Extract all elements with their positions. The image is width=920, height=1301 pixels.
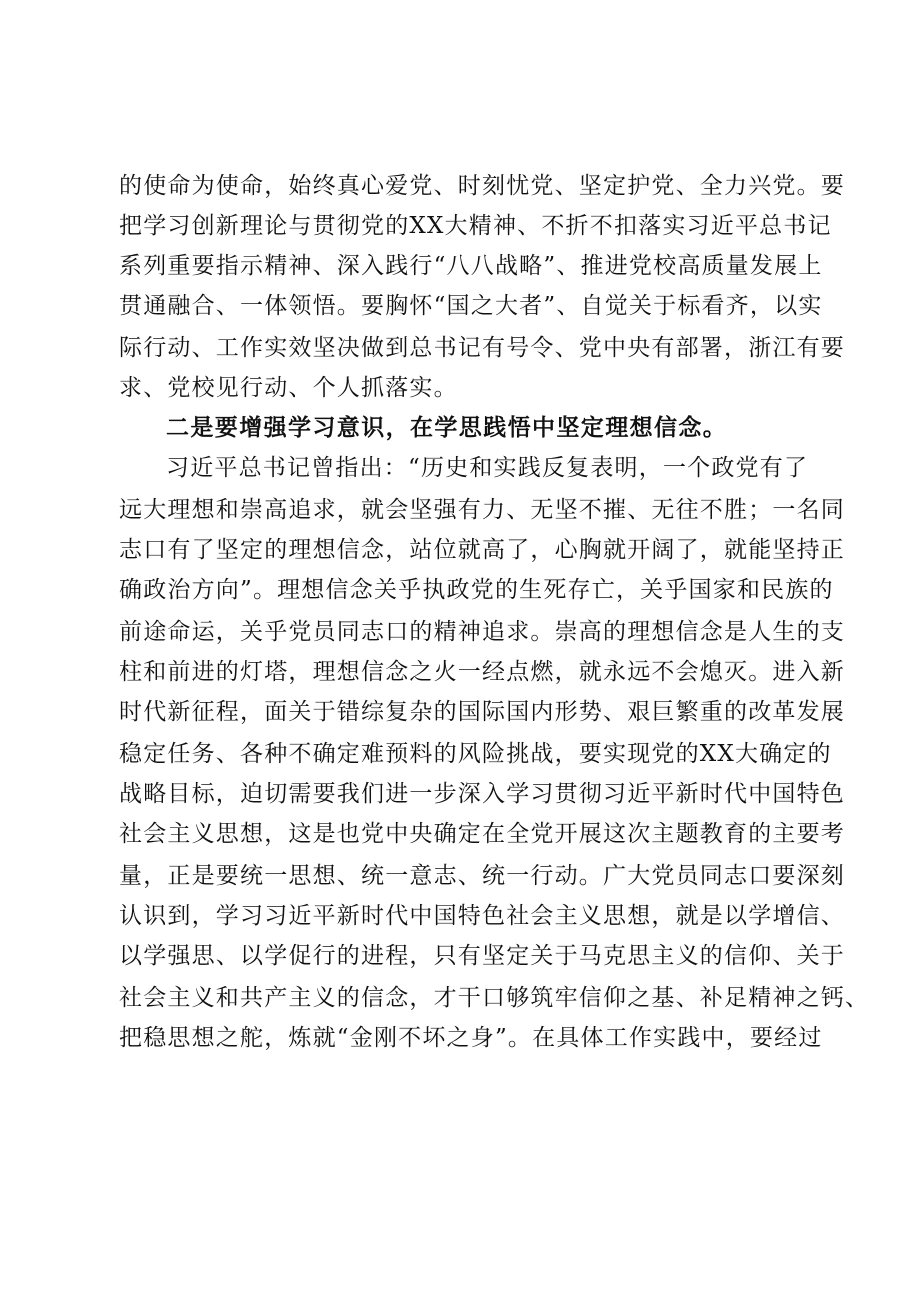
paragraph-line: 稳定任务、各种不确定难预料的风险挑战，要实现党的XX大确定的 (119, 741, 832, 767)
paragraph-line: 贯通融合、一体领悟。要胸怀“国之大者”、自觉关于标看齐，以实 (119, 293, 823, 319)
paragraph-line: 把稳思想之舵，炼就“金刚不坏之身”。在具体工作实践中，要经过 (119, 1025, 823, 1051)
paragraph-line: 求、党校见行动、个人抓落实。 (119, 375, 458, 401)
paragraph-line: 志口有了坚定的理想信念，站位就高了，心胸就开阔了，就能坚持正 (119, 537, 845, 563)
paragraph-line: 量，正是要统一思想、统一意志、统一行动。广大党员同志口要深刻 (119, 863, 845, 889)
paragraph-line: 战略目标，迫切需要我们进一步深入学习贯彻习近平新时代中国特色 (119, 781, 845, 807)
paragraph-line: 柱和前进的灯塔，理想信念之火一经点燃，就永远不会熄灭。进入新 (119, 659, 845, 685)
paragraph-line: 认识到，学习习近平新时代中国特色社会主义思想，就是以学增信、 (119, 903, 845, 929)
paragraph-line: 把学习创新理论与贯彻党的XX大精神、不折不扣落实习近平总书记 (119, 213, 832, 239)
paragraph-line: 确政治方向”。理想信念关乎执政党的生死存亡，关乎国家和民族的 (119, 577, 834, 603)
paragraph-line: 社会主义思想，这是也党中央确定在全党开展这次主题教育的主要考 (119, 821, 845, 847)
paragraph-line: 的使命为使命，始终真心爱党、时刻忧党、坚定护党、全力兴党。要 (119, 173, 845, 199)
paragraph-line: 系列重要指示精神、深入践行“八八战略”、推进党校高质量发展上 (119, 253, 823, 279)
paragraph-line: 社会主义和共产主义的信念，才干口够筑牢信仰之基、补足精神之钙、 (119, 985, 870, 1011)
section-heading: 二是要增强学习意识，在学思践悟中坚定理想信念。 (166, 415, 728, 441)
paragraph-line: 习近平总书记曾指出：“历史和实践反复表明，一个政党有了 (166, 455, 809, 481)
paragraph-line: 远大理想和崇高追求，就会坚强有力、无坚不摧、无往不胜；一名同 (119, 497, 845, 523)
paragraph-line: 时代新征程，面关于错综复杂的国际国内形势、艰巨繁重的改革发展 (119, 699, 845, 725)
paragraph-line: 际行动、工作实效坚决做到总书记有号令、党中央有部署，浙江有要 (119, 335, 845, 361)
paragraph-line: 前途命运，关乎党员同志口的精神追求。崇高的理想信念是人生的支 (119, 619, 845, 645)
paragraph-line: 以学强思、以学促行的进程，只有坚定关于马克思主义的信仰、关于 (119, 943, 845, 969)
